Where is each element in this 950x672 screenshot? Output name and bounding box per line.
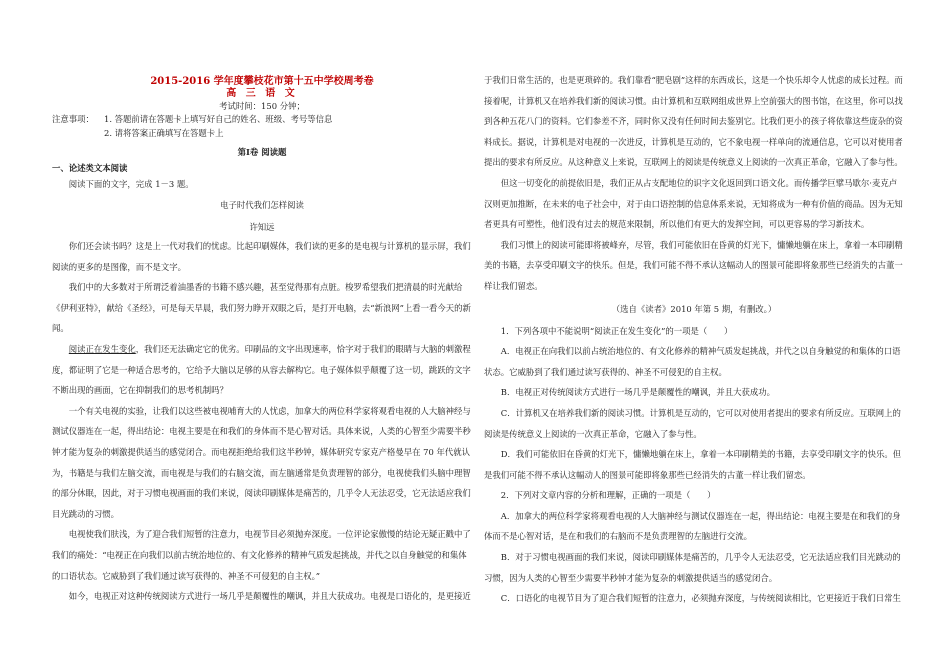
article-paragraph: 我们习惯上的阅读可能即将被峰弃，尽管，我们可能依旧在昏黄的灯光下，慵懒地躺在床上，拿着一本印刷精美的书籍，去享受印刷文字的快乐。但是，我们可能不得不承认这幅动人的图景可能即将象那些已经消失的古董一样让我们留恋。	[484, 239, 903, 291]
notice-row-2	[52, 126, 472, 140]
volume-title: 第Ⅰ卷 阅读题	[237, 147, 287, 157]
article-paragraph: 但这一切变化的前提依旧是，我们正从占支配地位的识字文化返回到口语文化。而传播学巨擘马歇尔·麦克卢汉则更加推断，在未来的电子社会中，对于由口语控制的信息体系来说，无知将成为一种有价值的商品。因为无知者更具有可塑性，他们没有过去的规范来限制，所以他们有更大的发挥空间，可以更容易的学习新技术。	[484, 177, 903, 230]
question-option: A．电视正在向我们以前占统治地位的、有文化修养的精神气质发起挑战，并代之以自身触觉的和集体的口语状态。它威胁到了我们通过读写获得的、神圣不可侵犯的自主权。	[484, 346, 901, 377]
question-option: D．我们可能依旧在昏黄的灯光下，慵懒地躺在床上，拿着一本印刷精美的书籍，去享受印刷文字的快乐。但是我们可能不得不承认这幅动人的图景可能即将象那些已经消失的古董一样让我们留恋。	[484, 449, 902, 480]
article-author: 许知远	[249, 222, 275, 232]
article-paragraph: 电视使我们肤浅，为了迎合我们短暂的注意力，电视节目必须抛弃深度。一位评论家傲慢的结论无疑正戳中了我们的痛处：“电视正在向我们以前古统治地位的、有文化修养的精神气质发起挑战，并代之以自身触觉的和集体的口语状态。它威胁到了我们通过读写获得的、神圣不可侵犯的自主权。”	[52, 529, 471, 581]
question-stem: 2．下列对文章内容的分析和理解，正确的一项是（ ）	[500, 490, 716, 501]
exam-subtitle: 高 三 语 文	[226, 88, 298, 99]
article-paragraph: 我们中的大多数对于所谓泛着油墨香的书籍不感兴趣，甚至觉得那有点脏。梭罗希望我们把清晨的时光献给《伊利亚特》，献给《圣经》，可是每天早晨，我们努力睁开双眼之后，是打开电脑，去“新浪网”上看一看今天的新闻。	[52, 282, 471, 334]
article-paragraph: 于我们日常生活的，也是更琐碎的。我们靠看“肥皂剧”这样的东西成长，这是一个快乐却令人忧虑的成长过程。而接着呢，计算机又在培养我们新的阅读习惯。由计算机和互联网组成世界上空前强大的图书馆，在这里，你可以找到各种五花八门的资料。它们参差不齐，同时你又没有任何时间去鉴别它。比我们更小的孩子将依靠这些庞杂的资料成长。据说，计算机是对电视的一次进反，计算机是互动的，它不象电视一样单向的流通信息，它可以对使用者提出的要求有所反应。从这种意义上来说，互联网上的阅读是传统意义上阅读的一次真正革命，它融入了参与性。	[484, 75, 903, 168]
question-option: C．计算机又在培养我们新的阅读习惯。计算机是互动的，它可以对使用者提出的要求有所反应。互联网上的阅读是传统意义上阅读的一次真正革命，它融入了参与性。	[484, 407, 901, 439]
article-source: （选自《读者》2010 年第 5 期，有删改。）	[611, 303, 777, 314]
notice-label: 注意事项：	[52, 114, 94, 124]
article-paragraph: 你们还会读书吗？这是上一代对我们的忧虑。比起印刷媒体，我们读的更多的是电视与计算机的显示屏，我们阅读的更多的是图像，而不是文字。	[52, 241, 471, 272]
part-title: 一、论述类文本阅读	[52, 163, 128, 173]
question-option: A．加拿大的两位科学家将观看电视的人大脑神经与测试仪器连在一起，得出结论：电视主要是在和我们的身体而不是心智对话，是在和我们的右脑而不是负责理智的左脑进行交流。	[484, 510, 901, 542]
notice-item-1: 1. 答题前请在答题卡上填写好自己的姓名、班级、考号等信息	[104, 114, 333, 124]
exam-time: 考试时间：150 分钟；	[219, 101, 305, 111]
question-option: B．对于习惯电视画面的我们来说，阅读印刷媒体是痛苦的，几乎令人无法忍受，它无法适应我们目光跳动的习惯，因为人类的心智至少需要半秒钟才能为复杂的刺激提供适当的感觉闭合。	[484, 552, 901, 583]
question-option: B．电视正对传统阅读方式进行一场几乎是颠覆性的嘲讽，并且大获成功。	[500, 387, 775, 398]
article-paragraph: 一个有关电视的实验，让我们以这些被电视哺育大的人忧虑，加拿大的两位科学家将观看电视的人大脑神经与测试仪器连在一起，得出结论：电视主要是在和我们的身体而不是心智对话。具体来说，人类的心智至少需要半秒钟才能为复杂的刺激提供适当的感觉闭合。而电视拒绝给我们这半秒钟，媒体研究专家克产格曼早在 70 年代就认为，书籍是与我们左脑交流，而电视是与我们的右脑交流，而左脑通常是负责理智的部分，电视使我们头脑中理智的部分休眠，因此，对于习惯电视画面的我们来说，阅读印刷媒体是痛苦的，几乎令人无法忍受，它无法适应我们目光跳动的习惯。	[52, 405, 471, 519]
article-paragraph: 阅读正在发生变化，我们还无法确定它的优劣。印刷品的文字出现速率，恰字对于我们的眼睛与大脑的刺激程度，都证明了它是一种适合思考的，它给予大脑以足够的从容去解构它。电子媒体似乎颠覆了这一切，跳跃的文字不断出现的画面，它在抑制我们的思考机制吗？	[52, 343, 471, 396]
article-paragraph: 如今，电视正对这种传统阅读方式进行一场几乎是颠覆性的嘲讽，并且大获成功。电视是口语化的，是更接近	[68, 591, 471, 602]
article-title: 电子时代我们怎样阅读	[220, 200, 304, 210]
notice-row-1	[52, 112, 472, 126]
left-column	[52, 68, 472, 607]
notice-item-2: 2. 请将答案正确填写在答题卡上	[104, 128, 224, 138]
right-column	[484, 70, 904, 609]
question-stem: 1．下列各项中不能说明“阅读正在发生变化”的一项是（ ）	[500, 325, 733, 336]
reading-instruction: 阅读下面的文字，完成 1－3 题。	[68, 179, 194, 189]
question-option: C．口语化的电视节目为了迎合我们短暂的注意力，必须抛弃深度，与传统阅读相比，它更接近于我们日常生	[500, 593, 901, 604]
exam-title: 2015-2016 学年度攀枝花市第十五中学校周考卷	[150, 76, 374, 87]
underlined-phrase: 阅读正在发生变化	[68, 343, 136, 354]
